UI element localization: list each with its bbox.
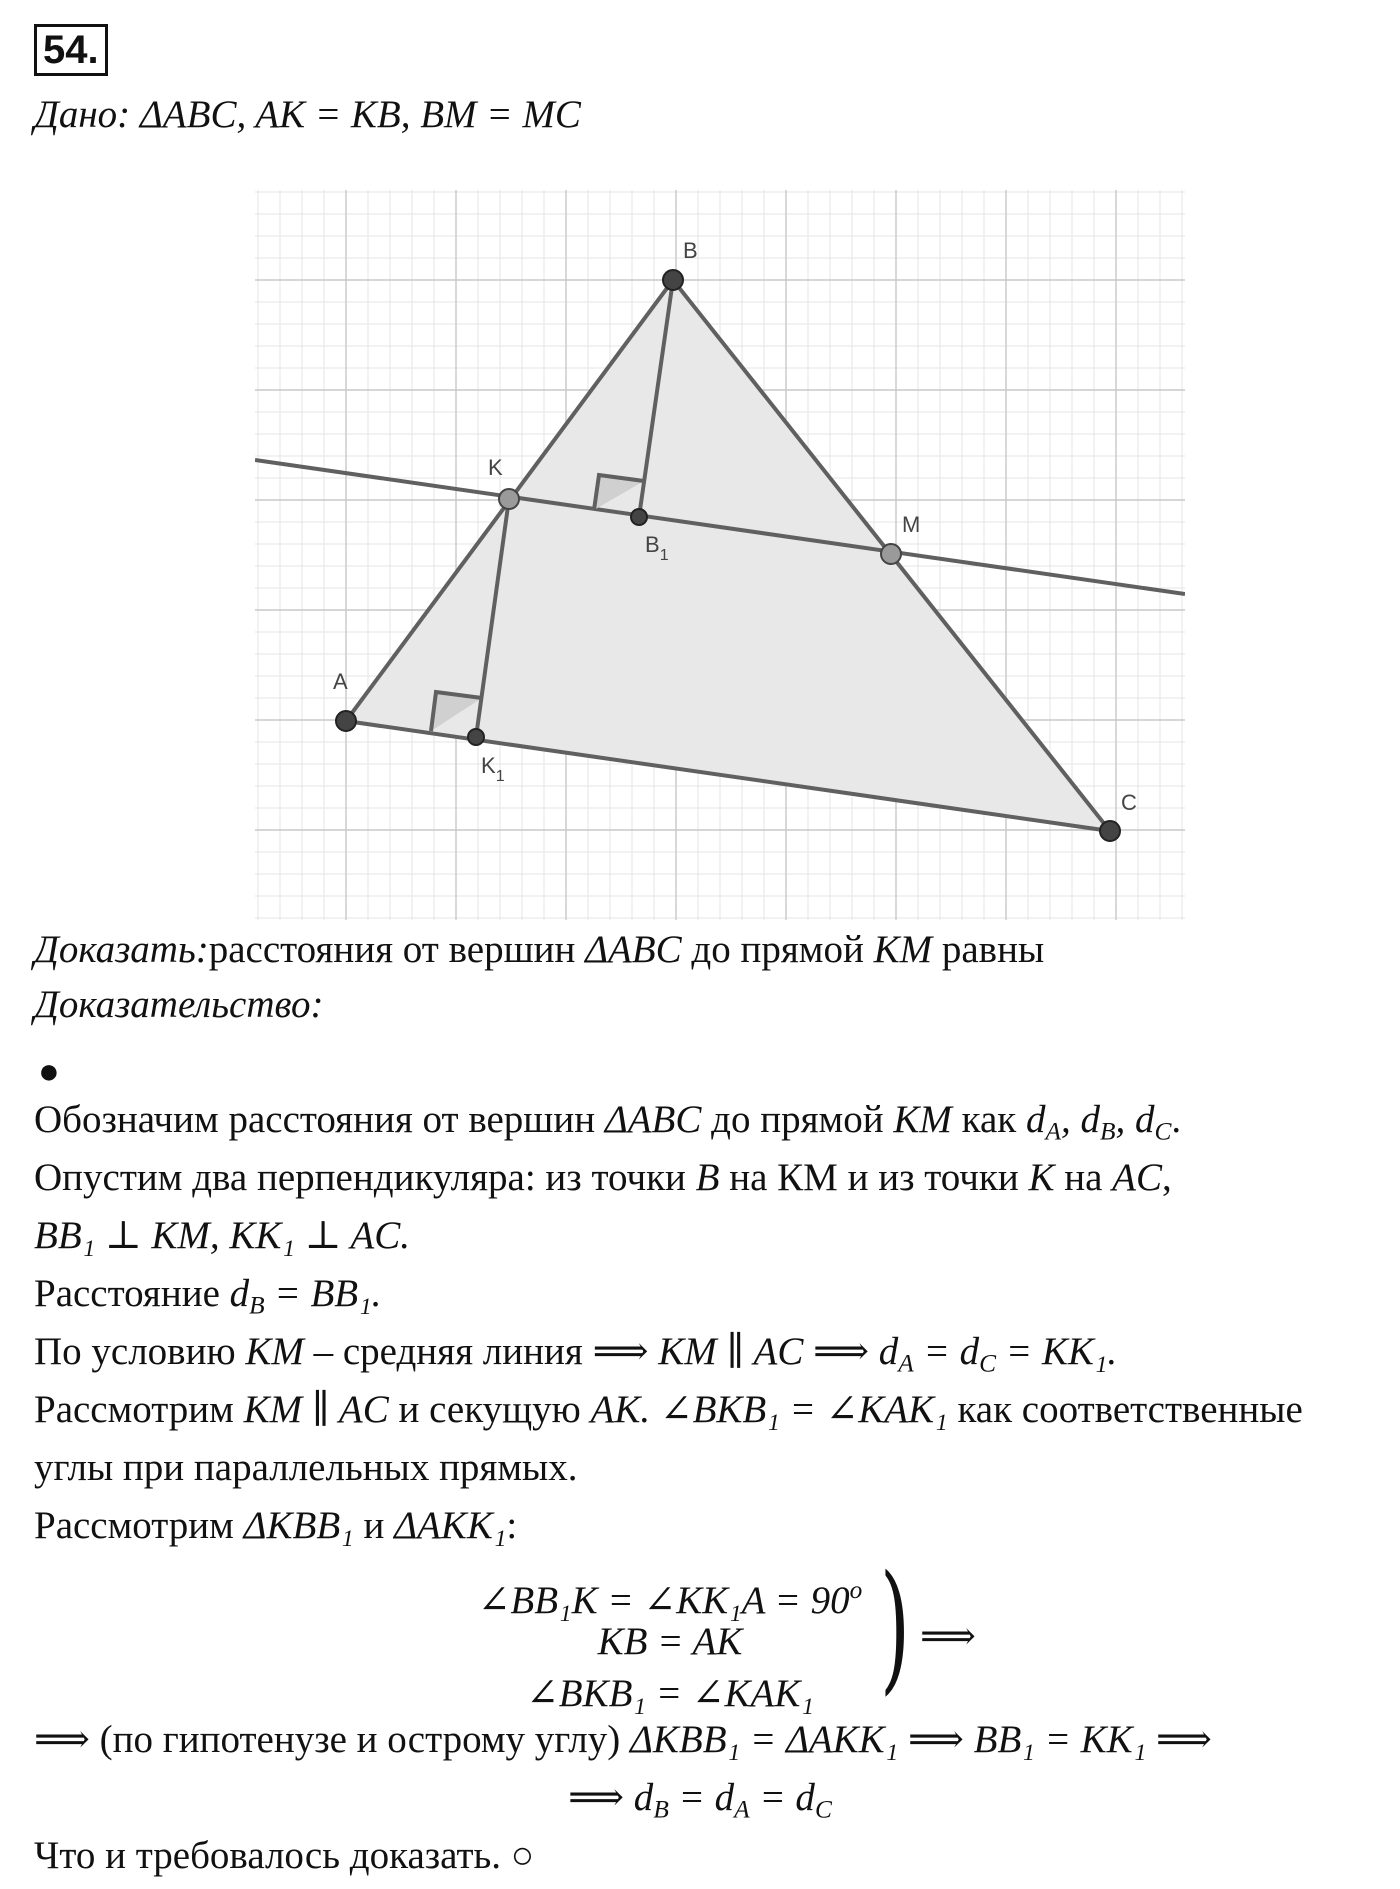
prove-line — [34, 925, 1044, 975]
point-a — [336, 711, 356, 731]
point-b1 — [631, 509, 647, 525]
proof-conclusion: Что и требовалось доказать. ○ — [34, 1834, 535, 1877]
proof-line-8: Рассмотрим ΔKBB₁ и ΔAKK₁: — [34, 1504, 518, 1547]
label-b1: $B_1$ — [645, 532, 669, 564]
prove-text-2: до прямой — [681, 928, 874, 971]
triangle-abc-fill — [346, 280, 1110, 831]
system-eq-3: ∠BKB₁ = ∠KAK₁ — [526, 1672, 814, 1715]
proof-line-4: Расстояние $d_B = BB_1$. — [34, 1272, 382, 1320]
point-k — [499, 489, 519, 509]
prove-text: расстояния от вершин — [208, 928, 586, 971]
proof-line-5: По условию KM – средняя линия ⟹ KM ∥ AC ⟹ $d_A = d_C = KK_1$. — [34, 1330, 1118, 1378]
prove-line-km: KM — [873, 928, 933, 971]
proof-line-6: Рассмотрим KM ∥ AC и секущую AK. ∠BKB₁ = ∠KAK₁ как соответственные — [34, 1388, 1303, 1431]
problem-number: 54. — [34, 24, 108, 76]
given-label: Дано: — [34, 93, 131, 136]
prove-triangle: ΔABC — [585, 928, 682, 971]
label-b: B — [683, 238, 698, 263]
given-text: ΔABC, AK = KB, BM = MC — [139, 93, 581, 136]
label-m: M — [902, 512, 921, 537]
proof-line-7: углы при параллельных прямых. — [34, 1446, 578, 1489]
label-k1: $K_1$ — [481, 753, 505, 785]
label-a: A — [333, 669, 348, 694]
given-line — [34, 90, 581, 140]
label-c: C — [1121, 790, 1137, 815]
prove-text-3: равны — [932, 928, 1045, 971]
proof-line-10: ⟹ $d_B = d_A = d_C$ — [568, 1776, 832, 1824]
proof-line-9: ⟹ (по гипотенузе и острому углу) ΔKBB₁ = ΔAKK₁ ⟹ BB₁ = KK₁ ⟹ — [34, 1718, 1212, 1761]
proof-label: Доказательство: — [34, 983, 324, 1026]
system-implies: ⟹ — [920, 1615, 976, 1658]
proof-line-3: BB₁ ⊥ KM, KK₁ ⊥ AC. — [34, 1214, 411, 1257]
proof-line-1: Обозначим расстояния от вершин ΔABC до прямой KM как $d_A$, $d_B$, $d_C$. — [34, 1098, 1182, 1146]
system-eq-1: ∠BB₁K = ∠KK₁A = $90^o$ — [477, 1576, 863, 1623]
proof-line-2: Опустим два перпендикуляра: из точки B на КМ и из точки K на AC, — [34, 1156, 1172, 1199]
system-brace: ) — [880, 1546, 911, 1709]
prove-label: Доказать: — [34, 928, 209, 971]
point-b — [663, 270, 683, 290]
system-eq-2: KB = AK — [597, 1620, 743, 1663]
bullet: ● — [38, 1051, 60, 1091]
point-k1 — [468, 729, 484, 745]
point-c — [1100, 821, 1120, 841]
label-k: K — [488, 455, 503, 480]
triangle-figure — [255, 190, 1185, 920]
point-m — [881, 544, 901, 564]
